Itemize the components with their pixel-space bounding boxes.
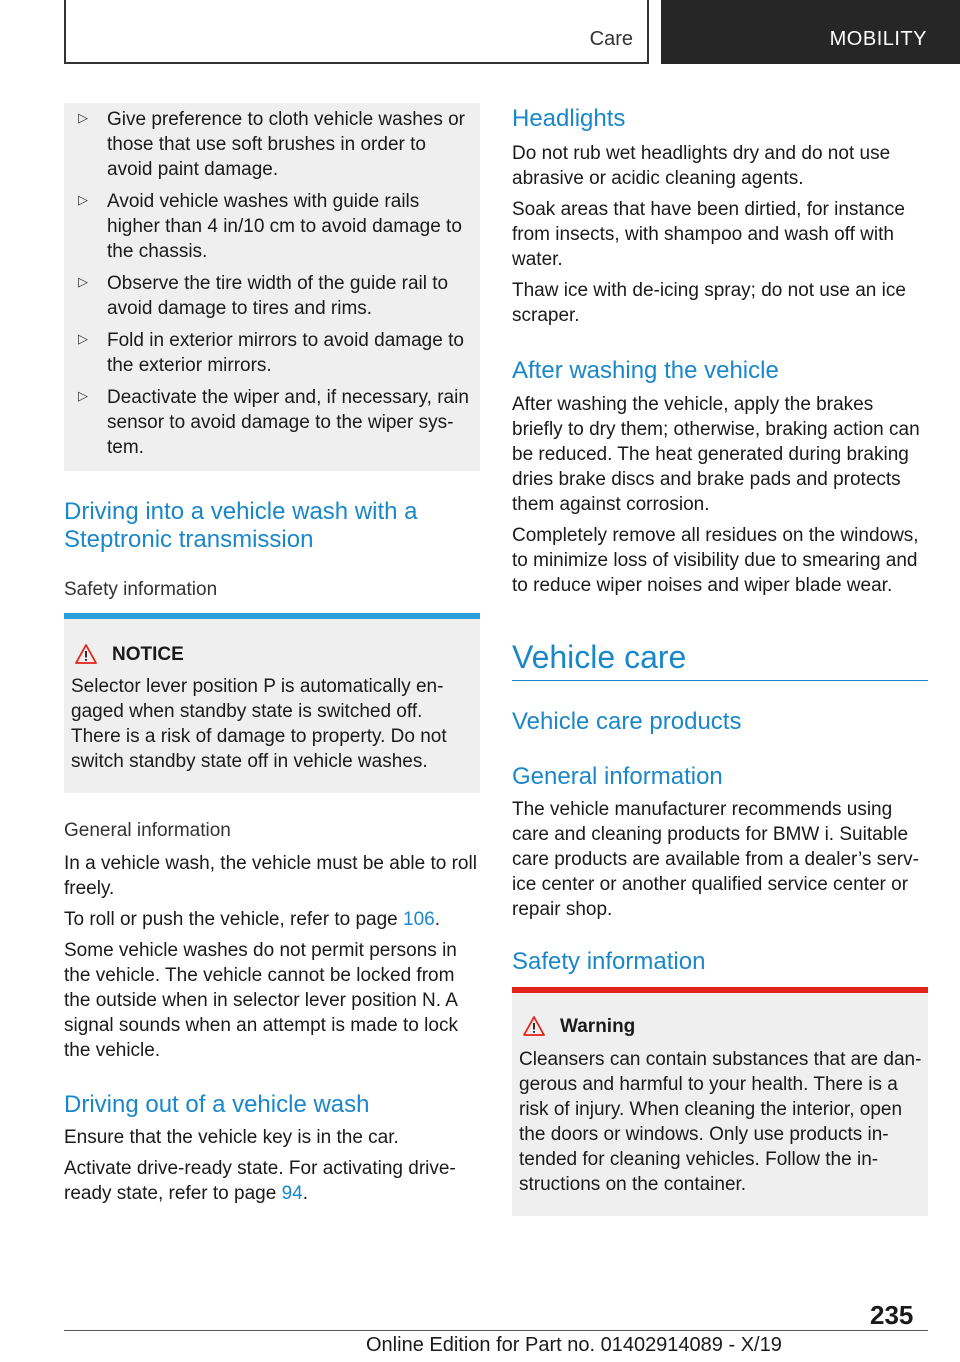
header-chapter-box [661,0,960,64]
page-number: 235 [870,1300,914,1330]
triangle-bullet-icon: ▷ [78,110,88,125]
driving-out-content: Ensure that the vehicle key is in the car. Activate drive-ready state. For activating drive-ready state, refer to page 94. [64,1125,480,1206]
warning-triangle-icon [522,1015,546,1037]
vehicle-care-heading: Vehicle care [512,639,687,675]
notice-bar [64,613,480,619]
notice-box [64,613,480,793]
headlights-heading: Headlights [512,105,626,132]
triangle-bullet-icon: ▷ [78,388,88,403]
footer-divider [64,1330,928,1331]
general-info-content: In a vehicle wash, the vehicle must be able to roll freely. To roll or push the vehicle, refer to page 106. Some vehicle washes do not permit persons in the vehicle. The vehicle cannot be locked from the outside when in selector lever position N. A signal sounds when an attempt is made to lock the vehicle. [64,851,480,1063]
triangle-bullet-icon: ▷ [78,274,88,289]
safety-info-heading-right: Safety information [512,948,706,975]
warning-box [512,987,928,1216]
warning-bar [512,987,928,993]
warning-title: Warning [560,1016,636,1037]
header-chapter-title: MOBILITY [829,28,927,50]
driving-out-heading: Driving out of a vehicle wash [64,1091,370,1118]
after-washing-content: After washing the vehicle, apply the brakes briefly to dry them; otherwise, braking action can be reduced. The heat generated during braking dries brake discs and brake pads and protects them against corrosion. Completely remove all residues on the windows, to minimize loss of visibility due to smearing and to reduce wiper noises and wiper blade wear. [512,394,920,596]
drive-ready-paragraph: Activate drive-ready state. For activating drive-ready state, refer to page 94. [64,1158,456,1204]
headlights-content: Do not rub wet headlights dry and do not use abrasive or acidic cleaning agents. Soak areas that have been dirtied, for instance from insects, with shampoo and wash off with water. Thaw ice with de-icing spray; do not use an ice scraper. [512,143,906,326]
notice-text: Selector lever position P is automatically engaged when standby state is switched off. There is a risk of damage to property. Do not switch standby state off in vehicle washes. [71,676,447,772]
page-link-94[interactable]: 94 [281,1183,303,1204]
care-products-heading: Vehicle care products [512,708,742,735]
header-section-box [64,0,649,64]
car-wash-tips-box: ▷ Give preference to cloth vehicle washes or those that use soft brushes in order to avoid paint damage. ▷ Avoid vehicle washes with guide rails higher than 4 in/10 cm to avoid damage to the chassis. ▷ Observe the tire width of the guide rail to avoid damage to tires and rims. ▷ Fold in exterior mirrors to avoid damage to the exterior mirrors. ▷ Deactivate the wiper and, if necessary, rain sensor to avoid damage to the wiper system. [64,103,480,471]
steptronic-heading: Driving into a vehicle wash with a Steptronic transmission [64,498,418,553]
general-info-heading-right: General information [512,763,723,790]
warning-triangle-icon [74,643,98,665]
notice-title: NOTICE [112,644,184,665]
after-washing-heading: After washing the vehicle [512,357,779,384]
general-info-heading-left: General information [64,820,231,841]
section-divider [512,680,928,681]
triangle-bullet-icon: ▷ [78,331,88,346]
header-section-title: Care [589,28,633,50]
triangle-bullet-icon: ▷ [78,192,88,207]
safety-info-heading-left: Safety information [64,579,218,600]
general-info-content-right: The vehicle manufacturer recommends using care and cleaning products for BMW i. Suitable care products are available from a dealer’s service center or another qualified service center or repair shop. [512,799,919,920]
refer-page-paragraph: To roll or push the vehicle, refer to page 106. [64,909,441,930]
footer-edition: Online Edition for Part no. 01402914089 - X/19 [366,1334,782,1356]
warning-text: Cleansers can contain substances that are dangerous and harmful to your health. There is a risk of injury. When cleaning the interior, open the doors or windows. Only use products intended for cleaning vehicles. Follow the instructions on the container. [519,1049,922,1195]
page-link-106[interactable]: 106 [403,909,435,930]
